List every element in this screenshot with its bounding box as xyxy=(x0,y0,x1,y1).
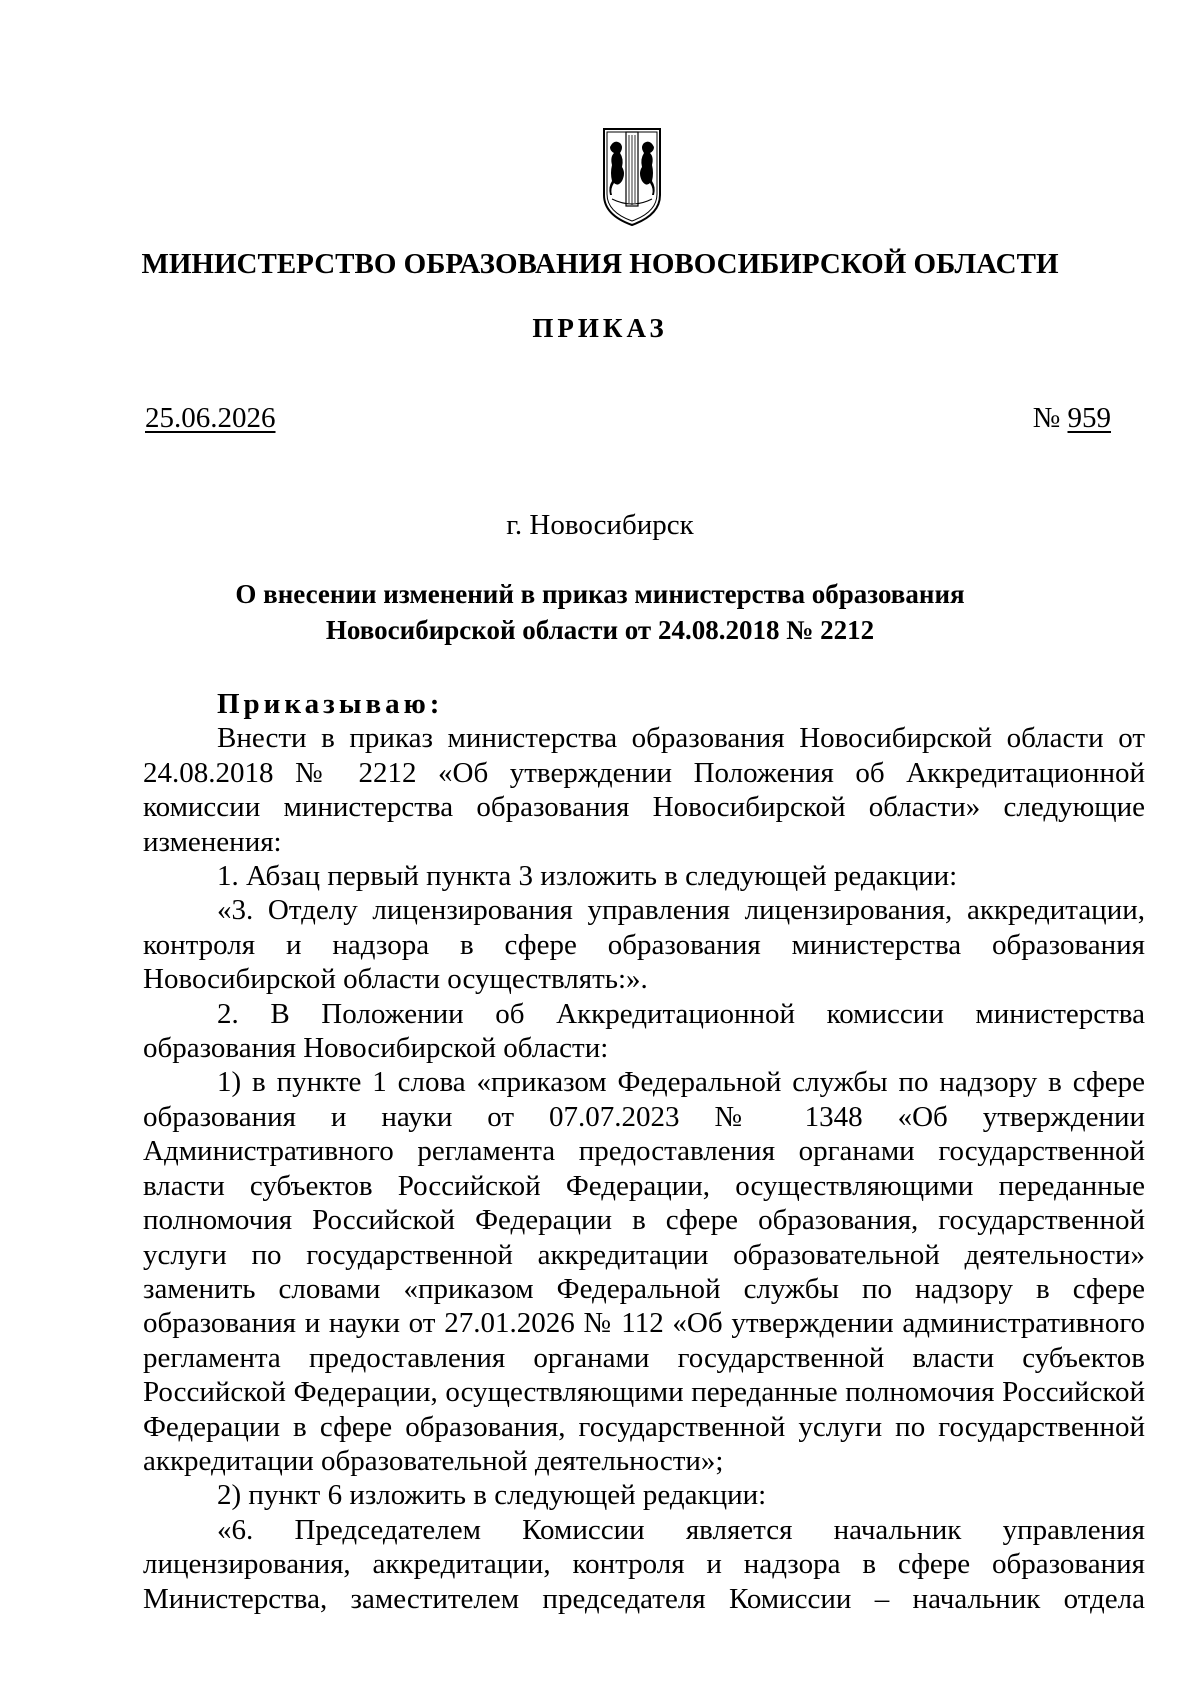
paragraph-subitem-2-text: «6. Председателем Комиссии является начальник управления лицензирования, аккредитации, контроля и надзора в сфере образования Министерства, заместителем председателя Комиссии – начальник отдела xyxy=(143,1513,1145,1615)
paragraph-intro: Внести в приказ министерства образования Новосибирской области от 24.08.2018 № 2212 «Об утверждении Положения об Аккредитационной комиссии министерства образования Новосибирской области» следующие изменения: xyxy=(143,722,1145,858)
paragraph-subitem-2: 2) пункт 6 изложить в следующей редакции: xyxy=(217,1479,767,1512)
order-title xyxy=(0,576,1200,648)
number-value: 959 xyxy=(1067,402,1111,434)
document-type: ПРИКАЗ xyxy=(532,313,668,343)
coat-of-arms-emblem xyxy=(600,125,664,229)
paragraph-subitem-1: 1) в пункте 1 слова «приказом Федеральной службы по надзору в сфере образования и науки от 07.07.2023 № 1348 «Об утверждении Административного регламента предоставления органами государственной власти субъектов Российской Федерации, осуществляющими переданные полномочия Российской Федерации в сфере образования, государственной услуги по государственной аккредитации образовательной деятельности» заменить словами «приказом Федеральной службы по надзору в сфере образования и науки от 27.01.2026 № 112 «Об утверждении административного регламента предоставления органами государственной власти субъектов Российской Федерации, осуществляющими переданные полномочия Российской Федерации в сфере образования, государственной услуги по государственной аккредитации образовательной деятельности»; xyxy=(143,1066,1145,1477)
order-number xyxy=(1033,402,1111,435)
number-prefix: № xyxy=(1032,402,1061,434)
title-line-1: О внесении изменений в приказ министерства образования xyxy=(235,579,965,609)
ministry-name: МИНИСТЕРСТВО ОБРАЗОВАНИЯ НОВОСИБИРСКОЙ ОБЛАСТИ xyxy=(141,248,1059,280)
paragraph-item-1-text: «3. Отделу лицензирования управления лицензирования, аккредитации, контроля и надзора в сфере образования министерства образования Новосибирской области осуществлять:». xyxy=(143,894,1145,996)
order-date: 25.06.2026 xyxy=(145,402,276,434)
order-directive: Приказываю: xyxy=(217,688,444,720)
city-name: г. Новосибирск xyxy=(506,509,694,541)
paragraph-item-1: 1. Абзац первый пункта 3 изложить в следующей редакции: xyxy=(217,860,958,893)
title-line-2: Новосибирской области от 24.08.2018 № 2212 xyxy=(325,615,875,645)
paragraph-item-2: 2. В Положении об Аккредитационной комиссии министерства образования Новосибирской области: xyxy=(143,997,1145,1065)
order-body xyxy=(143,687,1145,1616)
